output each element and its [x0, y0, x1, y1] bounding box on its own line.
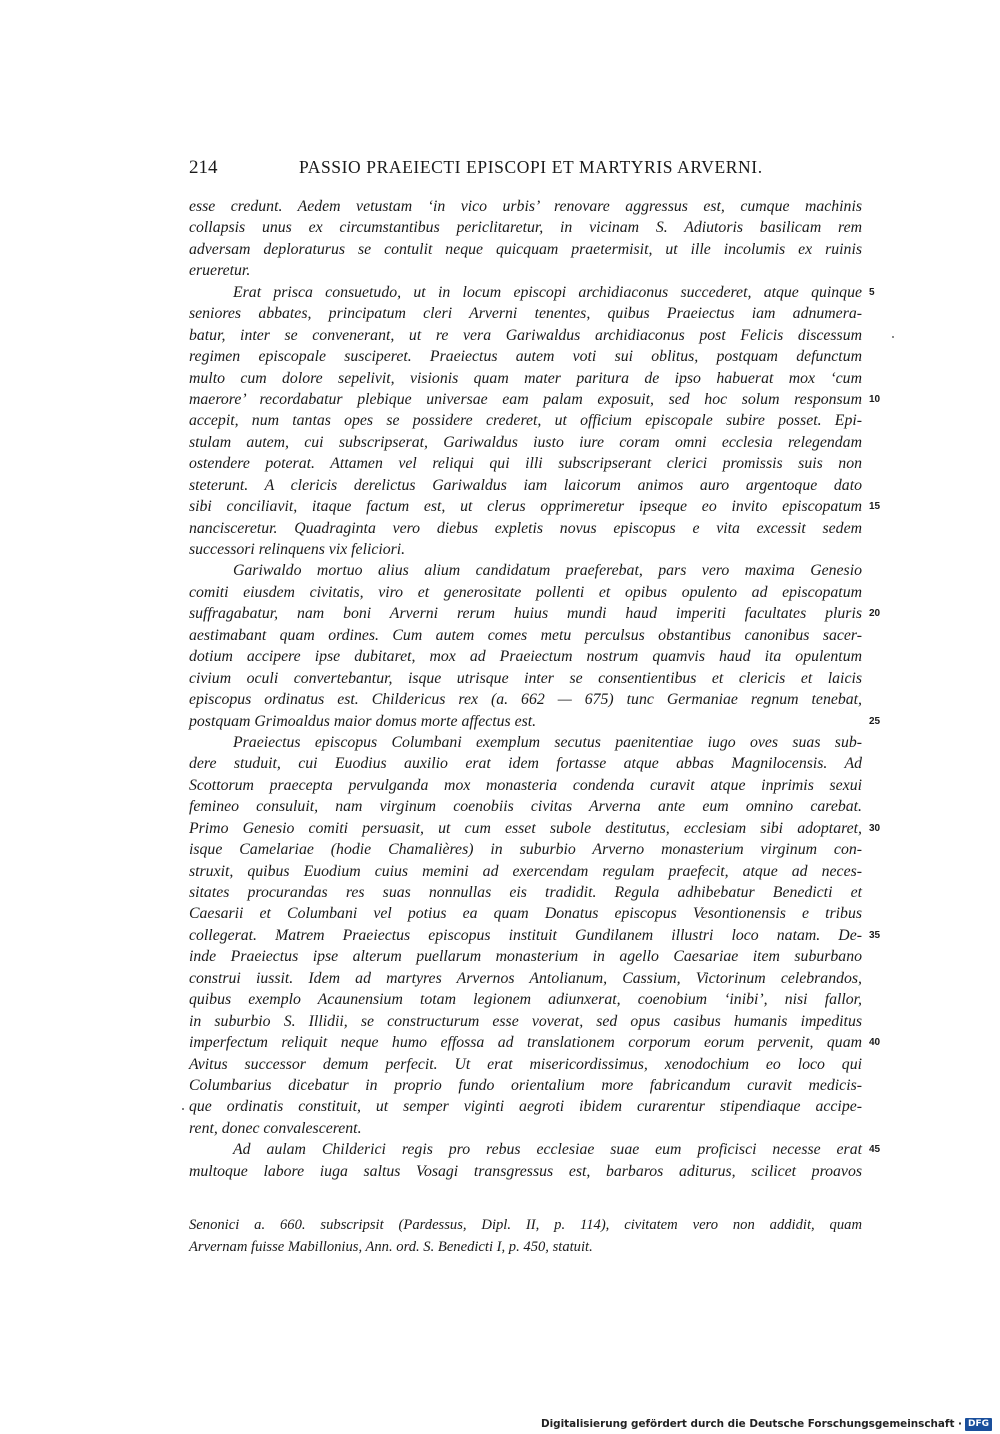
- line-text: construi iussit. Idem ad martyres Arvernos Antolianum, Cassium, Victorinum celebrandos,: [189, 969, 862, 987]
- text-line: [189, 217, 862, 238]
- page-number: 214: [189, 157, 218, 178]
- footnote-text: Senonici a. 660. subscripsit (Pardessus, Dipl. II, p. 114), civitatem vero non addidit, quam: [189, 1217, 862, 1233]
- line-text: nancisceretur. Quadraginta vero diebus expletis novus episcopus e vita excessit sedem: [189, 519, 862, 537]
- credit-text: Digitalisierung gefördert durch die Deutsche Forschungsgemeinschaft ·: [541, 1418, 962, 1430]
- line-text: batur, inter se convenerant, ut re vera Gariwaldus archidiaconus post Felicis discessum: [189, 326, 862, 344]
- line-number: 10: [869, 393, 881, 405]
- line-number: 25: [869, 715, 881, 727]
- text-line: [189, 882, 862, 903]
- line-text: inde Praeiectus ipse alterum puellarum monasterium in agello Caesariae item suburbano: [189, 948, 862, 966]
- line-number: 15: [869, 501, 881, 513]
- text-line: [189, 775, 862, 796]
- scan-speck: [892, 336, 894, 338]
- line-text: esse credunt. Aedem vetustam ‘in vico urbis’ renovare aggressus est, cumque machinis: [189, 198, 862, 215]
- text-line: [189, 603, 881, 624]
- line-text: adversam deploraturus se contulit neque quicquam praetermisit, ut ille incolumis ex ruinis: [189, 240, 862, 258]
- line-text: in suburbio S. Illidii, se constructurum esse voverat, sed opus casibus humanis impeditus: [189, 1012, 862, 1030]
- text-line: [189, 389, 881, 410]
- line-text: Primo Genesio comiti persuasit, ut cum esset subole destitutus, ecclesiam sibi adoptaret,: [189, 819, 862, 837]
- text-line: [189, 346, 862, 367]
- text-line: [189, 582, 862, 603]
- text-line: [189, 518, 862, 539]
- line-number: 45: [869, 1144, 881, 1156]
- text-line: [189, 239, 862, 260]
- line-text: dotium accipere ipse dubitaret, mox ad Praeiectum nostrum quamvis haud ita opulentum: [189, 648, 862, 666]
- text-line: [189, 925, 881, 946]
- line-text: regimen episcopale susciperet. Praeiectus autem voti sui oblitus, postquam defunctum: [189, 348, 862, 366]
- text-line: [189, 325, 862, 346]
- text-line: [189, 368, 862, 389]
- text-line: [189, 753, 862, 774]
- line-text: ostendere poterat. Attamen vel reliqui qui illi subscripserant clerici promissis suis non: [189, 455, 862, 473]
- text-line: [189, 196, 862, 217]
- line-text: postquam Grimoaldus maior domus morte affectus est.: [189, 712, 537, 730]
- text-line: [189, 1161, 862, 1182]
- text-line: [189, 903, 862, 924]
- text-line: [189, 1096, 862, 1117]
- text-line: [189, 1032, 881, 1053]
- line-text: erueretur.: [189, 262, 251, 280]
- line-text: sibi conciliavit, itaque factum est, ut clerus opprimeretur ipseque eo invito episcopatum: [189, 498, 862, 516]
- line-text: accepit, num tantas opes se possidere crederet, ut officium episcopale subire posset. Epi-: [189, 412, 862, 430]
- text-line: [189, 646, 862, 667]
- line-text: civium oculi convertebantur, isque utrisque inter se consentientibus et clericis et laicis: [189, 669, 862, 687]
- line-text: Avitus successor demum perfecit. Ut erat misericordissimus, xenodochium eo loco qui: [189, 1055, 862, 1073]
- text-line: [189, 475, 862, 496]
- line-text: quibus exemplo Acaunensium totam legionem adiunxerat, coenobium ‘inibi’, nisi fallor,: [189, 991, 862, 1009]
- footnote-line: [189, 1214, 862, 1236]
- footnote-text: Arvernam fuisse Mabillonius, Ann. ord. S. Benedicti I, p. 450, statuit.: [189, 1239, 593, 1255]
- text-line: [189, 689, 862, 710]
- text-line: [189, 303, 862, 324]
- line-text: collegerat. Matrem Praeiectus episcopus instituit Gundilanem illustri loco natam. De-: [189, 926, 862, 944]
- text-line: [189, 625, 862, 646]
- text-line: [189, 1011, 862, 1032]
- line-text: sitates procurandas res suas nonnullas eis tradidit. Regula adhibebatur Benedicti et: [189, 884, 862, 901]
- text-line: [189, 668, 862, 689]
- line-text: maerore’ recordabatur plebique universae eam palam exposuit, sed hoc solum responsum: [189, 390, 862, 408]
- line-text: steterunt. A clericis derelictus Gariwaldus iam laicorum animos auro argentoque dato: [189, 476, 862, 494]
- line-text: Ad aulam Childerici regis pro rebus ecclesiae suae eum proficisci necesse erat: [233, 1141, 862, 1159]
- text-line: [189, 453, 862, 474]
- line-text: successori relinquens vix feliciori.: [189, 541, 406, 558]
- text-line: [189, 260, 862, 281]
- line-text: imperfectum reliquit neque humo effossa ad translationem corporum eorum pervenit, quam: [189, 1034, 862, 1052]
- text-line: [189, 432, 862, 453]
- text-line: [189, 496, 881, 517]
- line-text: Gariwaldo mortuo alius alium candidatum praeferebat, pars vero maxima Genesio: [233, 562, 862, 580]
- line-text: multoque labore iuga saltus Vosagi transgressus est, barbaros aditurus, scilicet proavos: [189, 1162, 862, 1180]
- line-number: 40: [869, 1037, 881, 1049]
- text-line: [189, 796, 862, 817]
- line-text: femineo consuluit, nam virginum coenobiis civitas Arverna ante eum omnino carebat.: [189, 798, 862, 816]
- line-text: Erat prisca consuetudo, ut in locum episcopi archidiaconus succederet, atque quinque: [233, 283, 862, 301]
- footnote-line: [189, 1236, 862, 1258]
- line-number: 30: [869, 822, 881, 834]
- main-text: [189, 196, 881, 1182]
- line-text: rent, donec convalescerent.: [189, 1119, 362, 1137]
- line-number: 20: [869, 608, 881, 620]
- text-line: [189, 839, 862, 860]
- text-line: [189, 1118, 862, 1139]
- text-line: [189, 946, 862, 967]
- line-text: episcopus ordinatus est. Childericus rex (a. 662 — 675) tunc Germaniae regnum tenebat,: [189, 691, 862, 709]
- text-line: [189, 968, 862, 989]
- text-line: [189, 539, 862, 560]
- line-text: Caesarii et Columbani vel potius ea quam Donatus episcopus Vesontionensis e tribus: [189, 905, 862, 923]
- line-text: stulam autem, cui subscripserat, Gariwaldus iusto iure coram omni ecclesia relegendam: [189, 433, 862, 451]
- line-text: aestimabant quam ordines. Cum autem comes metu perculsus obstantibus canonibus sacer-: [189, 626, 862, 644]
- line-text: suffragabatur, nam boni Arverni rerum huius mundi haud imperiti facultates pluris: [189, 605, 862, 623]
- line-text: isque Camelariae (hodie Chamalières) in suburbio Arverno monasterium virginum con-: [189, 841, 862, 859]
- line-text: Columbarius dicebatur in proprio fundo orientalium more fabricandum curavit medicis-: [189, 1076, 862, 1094]
- text-line: [189, 1054, 862, 1075]
- text-line: [189, 282, 875, 303]
- line-number: 5: [869, 286, 875, 298]
- running-title: PASSIO PRAEIECTI EPISCOPI ET MARTYRIS ARVERNI.: [299, 157, 763, 177]
- text-line: [189, 711, 881, 732]
- text-line: [189, 560, 862, 581]
- line-text: multo cum dolore sepelivit, visionis quam mater paritura de ipso habuerat mox ‘cum: [189, 369, 862, 387]
- text-line: [189, 861, 862, 882]
- line-text: comiti eiusdem civitatis, viro et generositate pollenti et opibus opulento ad episcopatum: [189, 583, 862, 601]
- line-text: seniores abbates, principatum cleri Arverni tenentes, quibus Praeiectus iam adnumera-: [189, 305, 862, 323]
- dfg-logo-icon: DFG: [965, 1418, 992, 1431]
- text-line: [189, 1139, 881, 1160]
- line-text: collapsis unus ex circumstantibus periclitaretur, in vicinam S. Adiutoris basilicam rem: [189, 219, 862, 237]
- scan-speck: [182, 1108, 184, 1110]
- footnotes: [189, 1214, 862, 1258]
- text-line: [189, 818, 881, 839]
- page-header: [189, 157, 869, 183]
- line-text: Praeiectus episcopus Columbani exemplum secutus paenitentiae iugo oves suas sub-: [233, 733, 862, 751]
- line-text: Scottorum praecepta pervulganda mox monasteria condenda curavit atque inprimis sexui: [189, 776, 862, 794]
- text-line: [189, 410, 862, 431]
- text-line: [189, 1075, 862, 1096]
- line-number: 35: [869, 929, 881, 941]
- text-line: [189, 732, 862, 753]
- text-line: [189, 989, 862, 1010]
- line-text: struxit, quibus Euodium cuius memini ad exercendam regulam praefecit, atque ad neces-: [189, 862, 862, 880]
- line-text: que ordinatis constituit, ut semper viginti aegroti ibidem curarentur stipendiaque accipe-: [189, 1098, 862, 1116]
- line-text: dere studuit, cui Euodius auxilio erat idem fortasse atque abbas Magnilocensis. Ad: [189, 755, 862, 773]
- digitization-credit: [541, 1417, 992, 1431]
